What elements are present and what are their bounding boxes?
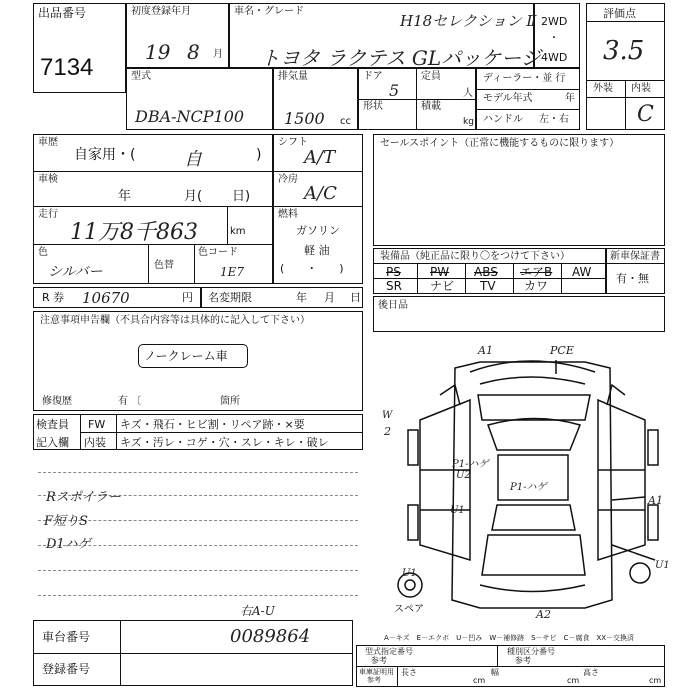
aircon-label: 冷房 [278,174,298,185]
mark-right-a-u: 右A-U [240,604,275,618]
drive-dot: ・ [549,33,559,44]
name-grade-note: H18セレクション Ⅱ [400,12,537,30]
model-label: 型式 [131,71,151,82]
mark-left-u1: U1 [450,505,465,516]
cat-label: 種別区分番号 [507,647,555,656]
aircon-value: A/C [304,183,337,204]
first-reg-month-unit: 月 [213,49,223,60]
displacement-value: 1500 [284,109,325,128]
equip-leather: カワ [524,279,549,293]
equip-aw: AW [572,265,592,279]
name-change-day: 日 [350,291,361,304]
inspection-year: 年 [118,189,132,204]
warranty-value: 有・無 [616,272,649,285]
lot-label: 出品番号 [38,6,87,20]
color-change-label: 色替 [154,260,174,271]
color-code-label: 色コード [198,247,238,258]
equip-pw: PW [430,265,450,279]
shift-label: シフト [278,137,308,148]
spare-label: スペア [394,604,424,615]
cert-sub: 参考 [371,656,387,665]
fuel-paren: ( ・ ) [280,262,344,275]
aftermarket-label: 後日品 [378,300,408,311]
mark-pillar-1: P1-ハゲ [452,459,489,470]
mark-bottom-a2: A2 [536,608,551,621]
length-unit: cm [473,676,486,685]
registration-label: 登録番号 [42,662,91,676]
model-value: DBA-NCP100 [135,107,245,126]
chassis-value: 0089864 [230,626,311,647]
name-change-month: 月 [324,291,335,304]
height-label: 高さ [583,668,599,677]
fuel-option-gasoline: ガソリン [296,224,340,237]
width-label: 幅 [491,668,499,677]
repair-unit: 箇所 [220,396,240,407]
interior-items: キズ・汚レ・コゲ・穴・スレ・キレ・破レ [120,436,329,449]
mark-left-w: W [382,410,393,421]
name-change-year: 年 [296,291,307,304]
inspection-day: 日) [232,189,251,204]
color-value: シルバー [48,264,103,280]
fuel-label: 燃料 [278,209,298,220]
inspector-label: 検査員 [36,418,69,431]
chassis-box [33,620,353,686]
rating-label: 評価点 [603,7,636,20]
shift-value: A/T [304,147,336,168]
interior-label: 内装 [631,83,651,94]
cat-sub: 参考 [515,656,531,665]
inspection-month: 月( [184,189,203,204]
name-change-label: 名変期限 [208,291,252,304]
first-reg-year: 19 [145,40,171,64]
handle-label: ハンドル [483,114,523,125]
model-year-unit: 年 [565,93,575,104]
equip-ps: PS [386,265,401,279]
displacement-label: 排気量 [278,71,308,82]
lot-number: 7134 [40,54,94,81]
mark-bottom-u1: U1 [402,568,417,579]
entry-label: 記入欄 [36,436,69,449]
fw-items: キズ・飛石・ヒビ割・リペア跡・×要 [120,418,305,431]
chassis-label: 車台番号 [42,630,91,644]
model-year-label: モデル年式 [483,93,533,104]
equip-airbag: エアB [520,265,553,279]
mileage-value: 11万8千863 [70,220,198,245]
mark-left-2: 2 [384,425,391,438]
displacement-unit: cc [340,116,351,127]
equipment-label: 装備品（純正品に限り〇をつけて下さい） [380,251,570,262]
handle-value: 左・右 [539,114,569,125]
note-line-1: Rスポイラー [46,490,121,505]
interior-grade: C [637,102,654,127]
history-note: 自 [184,149,202,170]
height-unit: cm [649,676,662,685]
equip-tv: TV [480,279,496,293]
sales-points-label: セールスポイント（正常に機能するものに限ります） [380,138,620,149]
mileage-unit: km [230,226,246,237]
color-code: 1E7 [220,265,245,279]
mark-top-a1: A1 [478,344,493,357]
rating-score: 3.5 [603,36,645,66]
mark-right-a1: A1 [648,494,663,507]
history-value: 自家用・( [74,147,136,163]
color-label: 色 [38,247,48,258]
drive-4wd: 4WD [541,51,568,64]
reg-cert-sub: 参考 [367,676,381,684]
name-grade-label: 車名・グレード [234,6,304,17]
history-close: ) [256,147,262,163]
legend: A－キズ E－エクボ U－凹み W－補修跡 S－サビ C－腐食 XX－交換済 [384,634,635,642]
doors-label: ドア [363,71,383,82]
fw-label: FW [88,418,106,431]
equip-navi: ナビ [430,279,455,293]
equip-sr: SR [386,279,402,293]
loading-label: 積載 [421,101,441,112]
reg-cert-label: 車庫証明用 [359,668,394,676]
capacity-label: 定員 [421,71,441,82]
warranty-label: 新車保証書 [610,251,660,262]
repair-value: 有 〔 [118,396,142,407]
note-line-3: D1ハゲ [46,537,91,552]
name-grade-value: トヨタ ラクテス GLパッケージ [260,46,541,70]
notes-label: 注意事項申告欄（不具合内容等は具体的に記入して下さい） [40,315,310,326]
no-claim-stamp: ノークレーム車 [138,344,248,368]
length-label: 長さ [401,668,417,677]
r-ticket-value: 10670 [82,289,130,307]
equip-abs: ABS [474,265,498,279]
shape-label: 形状 [363,101,383,112]
mileage-label: 走行 [38,209,58,220]
width-unit: cm [567,676,580,685]
doors-value: 5 [389,81,400,100]
mark-top-pce: PCE [550,344,574,357]
exterior-label: 外装 [593,83,613,94]
mark-roof: P1-ハゲ [510,482,547,493]
dealer-label: ディーラー・並 行 [483,73,566,84]
interior-short-label: 内装 [84,436,106,449]
mark-right-u1: U1 [655,560,670,571]
r-ticket-unit: 円 [182,291,193,304]
r-ticket-label: R 券 [42,291,65,304]
history-label: 車歴 [38,137,58,148]
capacity-unit: 人 [463,88,473,99]
loading-unit: kg [463,117,474,127]
repair-label: 修復歴 [42,396,72,407]
note-line-2: F短りS [44,514,88,529]
cert-box [356,645,665,687]
fuel-option-diesel: 軽 油 [304,244,330,257]
first-reg-label: 初度登録年月 [131,6,191,17]
first-reg-month: 8 [187,40,200,64]
cert-label: 型式指定番号 [365,647,413,656]
inspection-label: 車検 [38,174,58,185]
drive-2wd: 2WD [541,15,568,28]
mark-pillar-u2: U2 [456,470,471,481]
